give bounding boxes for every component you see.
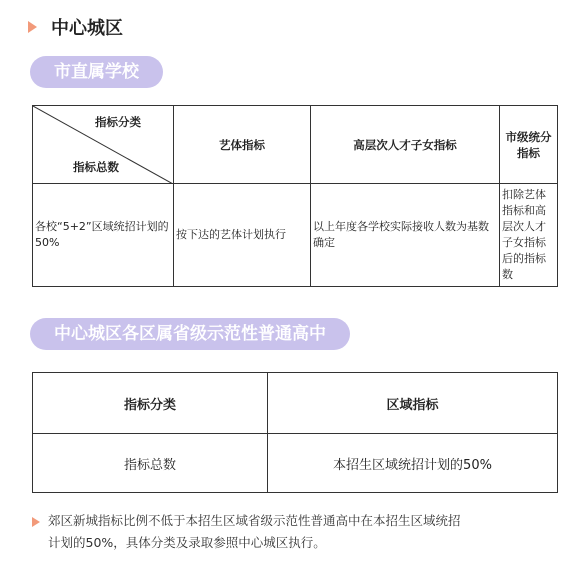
row-label: 各校“5+2”区域统招计划的50% — [33, 184, 174, 287]
triangle-bullet-icon — [32, 517, 40, 527]
diag-top-label: 指标分类 — [95, 115, 141, 129]
footnote-line-1: 郊区新城指标比例不低于本招生区域省级示范性普通高中在本招生区域统招 — [48, 513, 461, 528]
table-row — [33, 184, 558, 287]
cell-city-allocation: 扣除艺体指标和高层次人才子女指标后的指标数 — [500, 184, 558, 287]
footnote-line-2: 计划的50%，具体分类及录取参照中心城区执行。 — [48, 535, 326, 550]
header-talent: 高层次人才子女指标 — [311, 106, 500, 184]
header-region-quota: 区域指标 — [268, 373, 558, 434]
header-city-allocation: 市级统分指标 — [500, 106, 558, 184]
header-category: 指标分类 — [33, 373, 268, 434]
district-schools-table — [32, 372, 558, 493]
diagonal-header-cell — [33, 106, 174, 184]
cell-arts: 按下达的艺体计划执行 — [174, 184, 311, 287]
triangle-bullet-icon — [28, 21, 37, 33]
city-schools-table — [32, 105, 558, 287]
header-arts: 艺体指标 — [174, 106, 311, 184]
table-row — [33, 434, 558, 493]
cell-talent: 以上年度各学校实际接收人数为基数确定 — [311, 184, 500, 287]
pill-heading-city-schools: 市直属学校 — [30, 56, 163, 88]
section-title: 中心城区 — [51, 18, 123, 39]
table-header-row — [33, 373, 558, 434]
table-header-row — [33, 106, 558, 184]
section-header — [28, 14, 123, 40]
footnote — [32, 510, 562, 554]
diag-bottom-label: 指标总数 — [73, 160, 119, 174]
cell-region-quota: 本招生区域统招计划的50% — [268, 434, 558, 493]
cell-total: 指标总数 — [33, 434, 268, 493]
pill-heading-district-schools: 中心城区各区属省级示范性普通高中 — [30, 318, 350, 350]
